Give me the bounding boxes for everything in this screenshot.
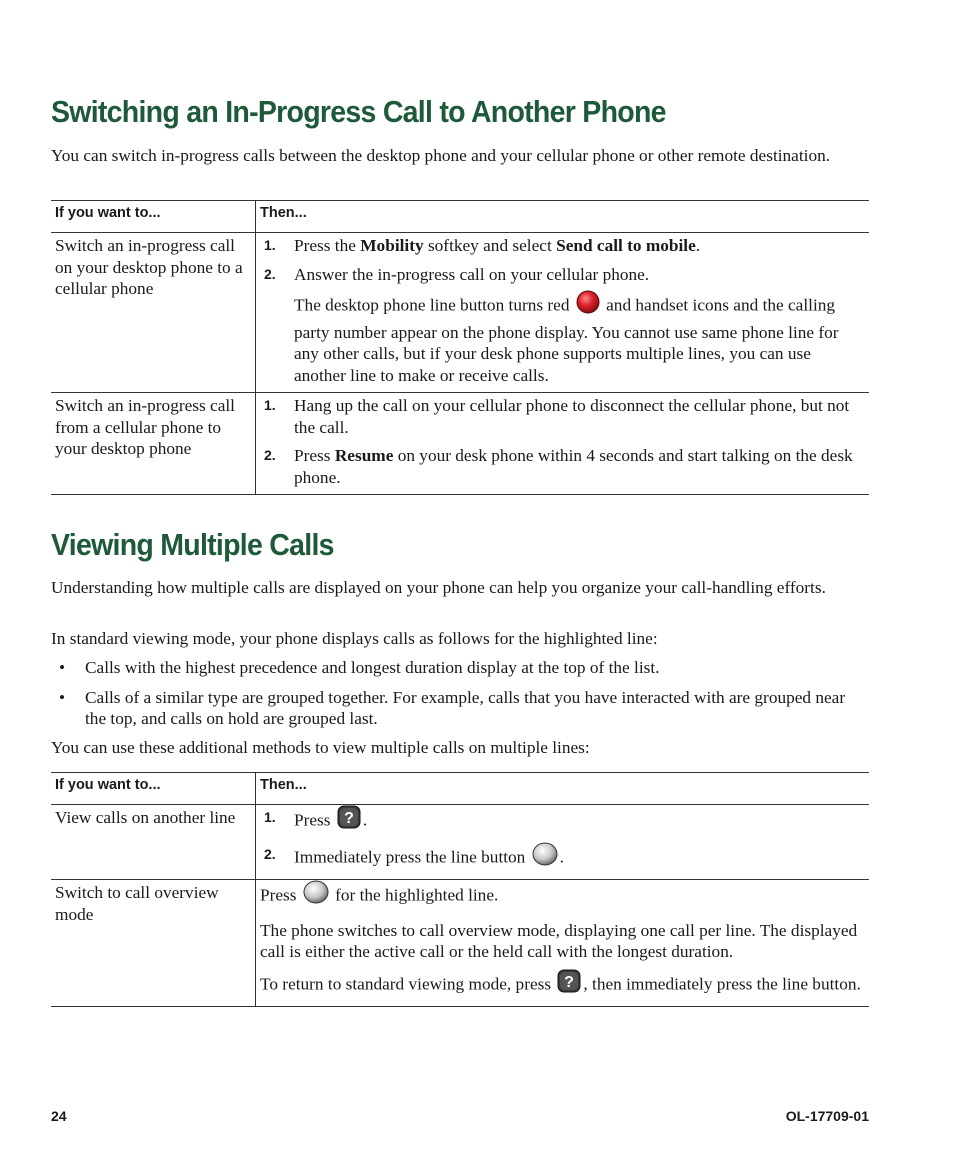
step-text: . xyxy=(362,810,368,830)
step-note xyxy=(260,292,865,386)
para-text: To return to standard viewing mode, press xyxy=(260,974,556,994)
table-row xyxy=(51,880,869,1007)
step-text: Press the xyxy=(294,236,361,255)
step-text: Immediately press the line button xyxy=(294,847,530,867)
list-item xyxy=(51,687,869,730)
softkey-resume: Resume xyxy=(334,446,394,465)
line-button-icon xyxy=(303,880,329,910)
para-text: Press xyxy=(260,885,301,905)
step-list xyxy=(260,807,865,873)
step-item xyxy=(260,264,865,286)
overview-para-1 xyxy=(260,882,865,912)
table-header-row xyxy=(51,773,869,805)
para-text: for the highlighted line. xyxy=(330,885,499,905)
step-number: 1. xyxy=(264,397,276,413)
step-number: 2. xyxy=(264,447,276,463)
section-heading-switching: Switching an In-Progress Call to Another Phone xyxy=(51,94,666,129)
bullet-list xyxy=(51,657,869,738)
step-number: 2. xyxy=(264,265,276,282)
step-text: Answer the in-progress call on your cellular phone. xyxy=(294,264,650,284)
step-number: 1. xyxy=(264,237,276,253)
col-header-want: If you want to... xyxy=(51,773,256,805)
step-text: . xyxy=(695,236,701,255)
row-then-call-overview xyxy=(256,880,870,1007)
row-want-desktop-to-cell: Switch an in-progress call on your desktop phone to a cellular phone xyxy=(51,233,256,393)
help-key-icon xyxy=(557,969,581,999)
table-row xyxy=(51,233,869,393)
step-text: on your desk phone within 4 seconds and start talking on the desk phone. xyxy=(294,446,853,487)
note-text: and handset icons and the calling party number appear on the phone display. You cannot use same phone line for any other calls, but if your desk phone supports multiple lines, you can use another line to make or receive calls. xyxy=(294,295,839,385)
intro-viewing-2: In standard viewing mode, your phone displays calls as follows for the highlighted line: xyxy=(51,629,658,648)
intro-viewing-1: Understanding how multiple calls are displayed on your phone can help you organize your call-handling efforts. xyxy=(51,578,826,597)
overview-para-2: The phone switches to call overview mode, displaying one call per line. The displayed call is either the active call or the held call with the longest duration. xyxy=(260,920,858,961)
row-want-call-overview: Switch to call overview mode xyxy=(51,880,256,1007)
step-number: 2. xyxy=(264,845,276,862)
section-heading-viewing: Viewing Multiple Calls xyxy=(51,527,334,562)
switching-table xyxy=(51,200,869,495)
row-then-view-other-line xyxy=(256,805,870,880)
svg-text:?: ? xyxy=(343,810,354,827)
para-text: , then immediately press the line button. xyxy=(583,974,861,994)
step-item xyxy=(260,807,865,837)
row-then-cell-to-desktop xyxy=(256,393,870,495)
note-text: The desktop phone line button turns red xyxy=(294,295,574,315)
overview-para-3 xyxy=(260,971,865,1001)
table-header-row xyxy=(51,201,869,233)
option-send-call-to-mobile: Send call to mobile xyxy=(556,236,696,255)
line-button-icon xyxy=(532,842,558,872)
softkey-mobility: Mobility xyxy=(360,236,424,255)
table-row xyxy=(51,805,869,880)
step-item xyxy=(260,395,865,438)
help-key-icon xyxy=(337,805,361,835)
col-header-then: Then... xyxy=(256,201,870,233)
col-header-then: Then... xyxy=(256,773,870,805)
step-text: . xyxy=(559,847,564,867)
step-item xyxy=(260,235,865,257)
step-text: softkey and select xyxy=(423,236,557,255)
step-item xyxy=(260,445,865,488)
step-list xyxy=(260,235,865,285)
step-list xyxy=(260,395,865,488)
svg-text:?: ? xyxy=(564,973,575,991)
page-number: 24 xyxy=(51,1108,67,1124)
row-want-view-other-line: View calls on another line xyxy=(51,805,256,880)
intro-viewing-3: You can use these additional methods to view multiple calls on multiple lines: xyxy=(51,738,590,757)
bullet-glyph: • xyxy=(59,687,66,707)
bullet-glyph: • xyxy=(59,658,66,677)
step-text: Press xyxy=(294,810,335,830)
row-then-desktop-to-cell xyxy=(256,233,870,393)
bullet-text: Calls of a similar type are grouped together. For example, calls that you have interacted with are grouped near the top, and calls on hold are grouped last. xyxy=(85,687,846,728)
step-item xyxy=(260,844,865,874)
col-header-want: If you want to... xyxy=(51,201,256,233)
row-want-cell-to-desktop: Switch an in-progress call from a cellular phone to your desktop phone xyxy=(51,393,256,495)
step-number: 1. xyxy=(264,809,276,825)
table-row xyxy=(51,393,869,495)
viewing-table xyxy=(51,772,869,1007)
intro-switching: You can switch in-progress calls between the desktop phone and your cellular phone or other remote destination. xyxy=(51,146,831,165)
list-item xyxy=(51,657,869,679)
bullet-text: Calls with the highest precedence and longest duration display at the top of the list. xyxy=(85,658,660,677)
step-text: Press xyxy=(294,446,335,465)
step-text: Hang up the call on your cellular phone to disconnect the cellular phone, but not the call. xyxy=(294,396,850,437)
doc-id: OL-17709-01 xyxy=(785,1108,869,1124)
red-line-button-icon xyxy=(576,290,600,320)
